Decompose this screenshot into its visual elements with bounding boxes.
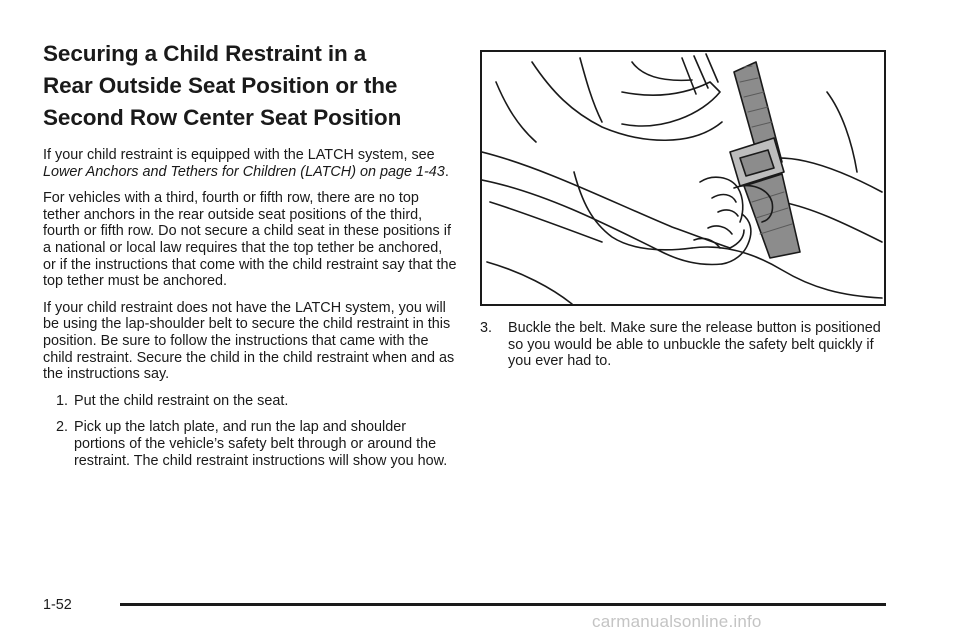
watermark: carmanualsonline.info xyxy=(592,612,762,631)
latch-end-text: . xyxy=(444,163,449,180)
section-title xyxy=(43,38,458,134)
page-number: 1-52 xyxy=(43,597,72,613)
buckle-illustration-frame xyxy=(480,50,886,306)
footer-rule xyxy=(120,603,886,606)
step-number: 1. xyxy=(55,392,68,409)
step-text: Pick up the latch plate, and run the lap and shoulder portions of the vehicle’s safety belt through or around the restraint. The child restraint instructions will show you how. xyxy=(74,419,448,469)
step-text: Put the child restraint on the seat. xyxy=(74,392,289,409)
title-line-3: Second Row Center Seat Position xyxy=(43,105,402,130)
title-line-2: Rear Outside Seat Position or the xyxy=(43,73,398,98)
latch-intro-text: If your child restraint is equipped with the LATCH system, see xyxy=(43,147,435,163)
step-number: 2. xyxy=(55,419,68,436)
step-number: 3. xyxy=(480,320,493,336)
latch-reference-link[interactable]: Lower Anchors and Tethers for Children (LATCH) on page 1-43 xyxy=(43,163,445,180)
step-1 xyxy=(43,393,458,410)
step-2 xyxy=(43,419,458,469)
latch-paragraph xyxy=(43,147,458,180)
no-latch-paragraph: If your child restraint does not have the LATCH system, you will be using the lap-shoulder belt to secure the child restraint in this position. Be sure to follow the instructions that came with the child restraint. Secure the child in the child restraint when and as the instructions say. xyxy=(43,299,455,383)
rows-paragraph: For vehicles with a third, fourth or fifth row, there are no top tether anchors in the rear outside seat positions of the third, fourth or fifth row. Do not secure a child seat in these positions if a national or local law requires that the top tether be anchored, or if the instructions that come with the child restraint say that the top tether must be anchored. xyxy=(43,190,457,290)
title-line-1: Securing a Child Restraint in a xyxy=(43,41,367,66)
right-column xyxy=(480,50,886,380)
step-text: Buckle the belt. Make sure the release button is positioned so you would be able to unbuckle the safety belt quickly if you ever had to. xyxy=(508,320,881,370)
left-column xyxy=(43,38,458,479)
seat-belt-buckle-illustration-icon xyxy=(482,52,884,304)
step-3 xyxy=(480,320,886,370)
